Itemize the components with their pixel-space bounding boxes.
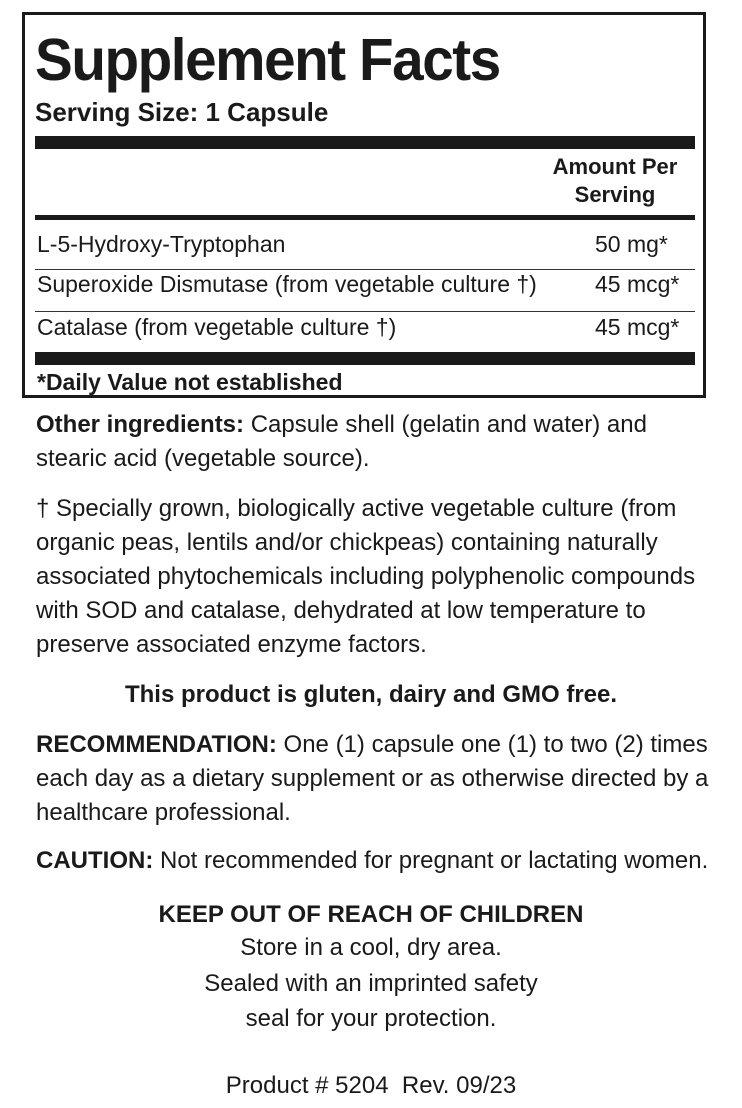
ingredient-row (37, 312, 687, 342)
ingredient-amount: 50 mg* (595, 231, 668, 257)
ingredient-amount: 45 mcg* (595, 314, 680, 340)
other-ingredients-text: Capsule shell (gelatin and water) and stearic acid (vegetable source). (36, 411, 647, 472)
storage-instructions: Store in a cool, dry area. (240, 934, 502, 961)
caution-text: Not recommended for pregnant or lactating women. (153, 847, 709, 874)
keep-out-of-reach-warning: KEEP OUT OF REACH OF CHILDREN (158, 901, 584, 928)
panel-title: Supplement Facts (35, 27, 500, 93)
other-ingredients (36, 408, 716, 476)
dagger-footnote: † Specially grown, biologically active vegetable culture (from organic peas, lentils and/or chickpeas) containing naturally associated phytochemicals including polyphenolic compounds with SOD and catalase, dehydrated at low temperature to preserve associated enzyme factors. (36, 495, 696, 658)
other-ingredients-label: Other ingredients: (36, 411, 245, 438)
ingredient-row (37, 229, 687, 259)
daily-value-note: *Daily Value not established (37, 369, 343, 395)
ingredient-name: Superoxide Dismutase (from vegetable culture †) (37, 271, 537, 297)
header-divider-bar (35, 215, 695, 220)
recommendation (36, 728, 716, 830)
amount-header-line2: Serving (574, 182, 656, 207)
allergen-free-statement: This product is gluten, dairy and GMO free. (124, 681, 618, 708)
amount-header-line1: Amount Per (552, 154, 678, 179)
supplement-facts-panel (22, 12, 706, 398)
top-divider-bar (35, 136, 695, 149)
ingredient-row (37, 269, 687, 299)
amount-per-serving-header (545, 153, 685, 209)
product-number: Product # 5204 Rev. 09/23 (225, 1072, 517, 1099)
caution-label: CAUTION: (36, 847, 154, 874)
serving-size: Serving Size: 1 Capsule (35, 97, 329, 127)
seal-note-line2: seal for your protection. (245, 1005, 497, 1032)
ingredient-amount: 45 mcg* (595, 271, 680, 297)
ingredient-name: L-5-Hydroxy-Tryptophan (37, 231, 286, 257)
bottom-divider-bar (35, 352, 695, 365)
caution (36, 844, 716, 878)
seal-note-line1: Sealed with an imprinted safety (204, 970, 538, 997)
ingredient-name: Catalase (from vegetable culture †) (37, 314, 397, 340)
recommendation-label: RECOMMENDATION: (36, 731, 277, 758)
recommendation-text: One (1) capsule one (1) to two (2) times each day as a dietary supplement or as otherwise directed by a healthcare professional. (36, 731, 709, 826)
